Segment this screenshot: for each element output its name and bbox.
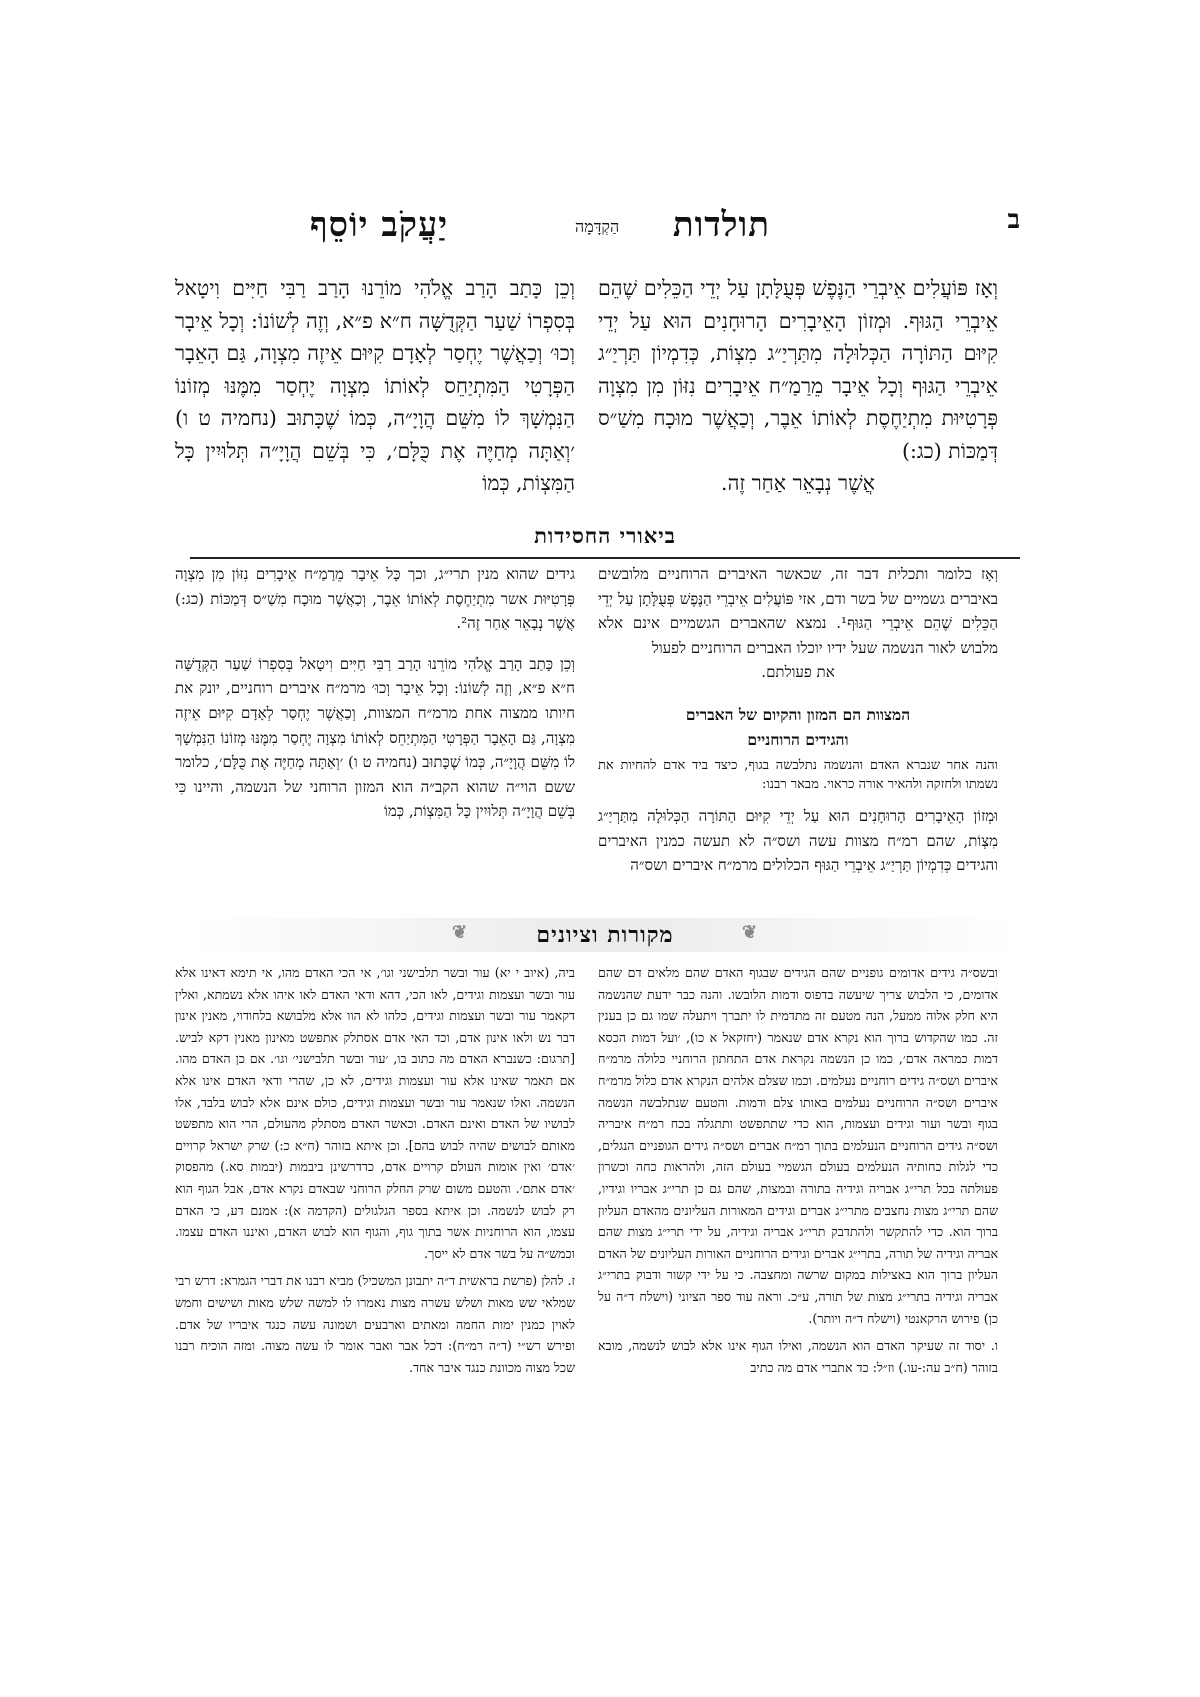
commentary-paragraph: וְכֵן כָּתַב הָרַב אֱלֹהִי מוֹרֵנוּ הָרַב רַבִּי חַיִּים וִיטָאל בְּסִפְרוֹ שַׁעַר הַקְּדֻשָּׁה ח״א פ״א, וְזֶה לְשׁוֹנוֹ: וְכָל אֵיבָר וְכוּ׳ מרמ״ח איברים רוחניים, יונק את חיותו ממצוה אחת מרמ״ח המצוות, וְכַאֲשֶׁר יֶחְסַר לְאָדָם קִיּוּם אֵיזֶה מִצְוָה, גַּם הָאֵבָר הַפְּרָטִי הַמִּתְיַחֵס לְאוֹתוֹ מִצְוָה יֶחְסַר מִמֶּנּוּ מְזוֹנוֹ הַנִּמְשָׁךְ לוֹ מִשֵּׁם הֲוָיָ״ה, כְּמוֹ שֶׁכָּתוּב (נחמיה ט ו) ׳וְאַתָּה מְחַיֶּה אֶת כֻּלָּם׳, כלומר ששם הוי״ה שהוא הקב״ה הוא המזון הרוחני של הנשמה, והיינו כִּי בְּשֵׁם הֲוָיָ״ה תְּלוּיִין כָּל הַמִּצְוֹת, כְּמוֹ [175,654,575,821]
ornament-icon: ❦ [741,922,759,943]
main-paragraph: וְכֵן כָּתַב הָרַב אֱלֹהִי מוֹרֵנוּ הָרַב רַבִּי חַיִּים וִיטָאל בְּסִפְרוֹ שַׁעַר הַקְּדֻשָּׁה ח״א פ״א, וְזֶה לְשׁוֹנוֹ: וְכָל אֵיבָר וְכוּ׳ וְכַאֲשֶׁר יֶחְסַר לְאָדָם קִיּוּם אֵיזֶה מִצְוָה, גַּם הָאֵבָר הַפְּרָטִי הַמִּתְיַחֵס לְאוֹתוֹ מִצְוָה יֶחְסַר מִמֶּנּוּ מְזוֹנוֹ הַנִּמְשָׁךְ לוֹ מִשֵּׁם הֲוָיָ״ה, כְּמוֹ שֶׁכָּתוּב (נחמיה ט ו) ׳וְאַתָּה מְחַיֶּה אֶת כֻּלָּם׳, כִּי בְּשֵׁם הֲוָיָ״ה תְּלוּיִין כָּל הַמִּצְוֹת, כְּמוֹ [175,276,575,495]
running-header [190,205,1020,255]
commentary-left-column [175,562,575,834]
main-paragraph: וְאָז פּוֹעֲלִים אֵיבְרֵי הַנֶּפֶשׁ פְּעֻלָּתָן עַל יְדֵי הַכֵּלִים שֶׁהֵם אֵיבְרֵי הַגּוּף. וּמְזוֹן הָאֵיבָרִים הָרוּחָנִים הוּא עַל יְדֵי קִיּוּם הַתּוֹרָה הַכְּלוּלָה מִתַּרְיַ״ג מִצְוֹת, כְּדִמְיוֹן תַּרְיַ״ג אֵיבְרֵי הַגּוּף וְכָל אֵיבָר מֵרַמַ״ח אֵיבָרִים נִזּוֹן מִן מִצְוָה פְּרָטִיּוּת מִתְיַחֶסֶת לְאוֹתוֹ אֵבֶר, וְכַאֲשֶׁר מוּכָח מִשַׁ״ס דְּמַכּוֹת (כג:) [598,276,998,463]
source-paragraph: ז. להלן (פרשת בראשית ד״ה יתבונן המשכיל) מביא רבנו את דברי הגמרא: דרש רבי שמלאי שש מאות ושלש עשרה מצות נאמרו לו למשה שלש מאות ושישים וחמש לאוין כמנין ימות החמה ומאתים וארבעים ושמונה עשה כנגד איבריו של אדם. ופירש רש״י (ד״ה רמ״ח): דכל אבר ואבר אומר לו עשה מצוה. ומזה הוכיח רבנו שכל מצוה מכוונת כנגד איבר אחד. [175,1273,575,1375]
commentary-title: ביאורי החסידות [534,523,676,548]
commentary-paragraph: גידים שהוא מנין תרי״ג, וכך כָּל אֵיבָר מֵרַמַ״ח אֵיבָרִים נִזּוֹן מִן מִצְוָה פְּרָטִיּוּת אשר מִתְיַחֶסֶת לְאוֹתוֹ אֵבֶר, וְכַאֲשֶׁר מוּכָח מִשַׁ״ס דְּמַכּוֹת (כג:) אֲשֶׁר נְבָאֵר אַחַר זֶה². [175,565,575,633]
section-name: הַקְדָּמָה [575,217,620,236]
sources-left-column [175,962,575,1384]
commentary-subheading: המצוות הם המזון והקיום של האברים [685,704,911,724]
ornament-icon: ❦ [451,922,469,943]
source-paragraph: ובשס״ה גידים אדומים גופניים שהם הגידים שבגוף האדם שהם מלאים דם שהם אדומים, כי הלבוש צריך שיעשה בדפוס ודמות הלובשו. והנה כבר ידעת שהנשמה היא חלק אלוה ממעל, הנה מטעם זה מתדמית לו יתברך ויתעלה שמו גם כן בענין זה. כמו שהקדוש ברוך הוא נקרא אדם שנאמר (יחזקאל א כו), ׳ועל דמות הכסא דמות כמראה אדם׳, כמו כן הנשמה נקראת אדם התחתון הרוחניי כלולה מרמ״ח איברים ושס״ה גידים רוחניים נעלמים. וכמו שצלם אלהים הנקרא אדם כלול מרמ״ח איברים ושס״ה הרוחניים נעלמים באותו צלם ודמות. והטעם שנתלבשה הנשמה בגוף ובשר ועור וגידים ועצמות, הוא כדי שתתפשט ותתגלה בכח רמ״ח איבריה ושס״ה גידים הרוחניים הנעלמים בתוך רמ״ח אברים ושס״ה גידים הגופניים הנגלים, כדי לגלות כחותיה הנעלמים בעולם הגשמיי בעולם הזה, ולהראות כחה וכשרון פעולתה בכל תרי״ג אבריה וגידיה בתורה ובמצות, שהם גם כן תרי״ג אבריו וגידיו, שהם תרי״ג מצות נחצבים מתרי״ג אברים וגידים המאורות העליונים מהאדם העליון ברוך הוא. כדי להתקשר ולהתדבק תרי״ג אבריה וגידיה, על ידי תרי״ג מצות שהם אבריה וגידיה של תורה, בתרי״ג אברים וגידים הרוחניים האורות העליונים של האדם העליון ברוך הוא באצילות במקום שרשה ומחצבה. כי על ידי קשור ודבוק בתרי״ג אבריה וגידיה בתרי״ג מצות של תורה, ע״כ. וראה עוד ספר הציוני (וישלח ד״ה על כן) פירוש הרקאנטי (וישלח ד״ה ויותר). [598,965,998,1326]
sources-title: מקורות וציונים [536,922,674,948]
commentary-intro: והנה אחר שנברא האדם והנשמה נתלבשה בגוף, כיצד ביד אדם להחיות את נשמתו ולחזקה ולהאיר אורה כראוי. מבאר רבנו: [598,758,998,793]
commentary-paragraph: וְאָז כלומר ותכלית דבר זה, שכאשר האיברים הרוחניים מלובשים באיברים גשמיים של בשר ודם, אזי פּוֹעֲלִים אֵיבְרֵי הַנֶּפֶשׁ פְּעֻלָּתָן עַל יְדֵי הַכֵּלִים שֶׁהֵם אֵיבְרֵי הַגּוּף¹. נמצא שהאברים הגשמיים אינם אלא מלבוש לאור הנשמה שעל ידיו יוכלו האברים הרוחניים לפעול [598,565,998,657]
sources-right-column [598,962,998,1384]
page-letter: ב [1007,205,1020,235]
main-text-right-column [598,272,998,500]
commentary-paragraph: וּמְזוֹן הָאֵיבָרִים הָרוּחָנִים הוּא עַל יְדֵי קִיּוּם הַתּוֹרָה הַכְּלוּלָה מִתַּרְיַ״ג מִצְוֹת, שהם רמ״ח מצוות עשה ושס״ה לא תעשה כמנין האיברים והגידים כְּדִמְיוֹן תַּרְיַ״ג אֵיבְרֵי הַגּוּף הכלולים מרמ״ח איברים ושס״ה [598,807,998,875]
book-title: תולדות [672,205,770,245]
commentary-subheading: והגידים הרוחניים [747,729,849,749]
commentary-title-bar [190,523,1020,559]
source-paragraph: ו. יסוד זה שעיקר האדם הוא הנשמה, ואילו הגוף אינו אלא לבוש לנשמה, מובא בזוהר (ח״ב עה:-עו.) וז״ל: כד אתברי אדם מה כתיב [598,1338,998,1375]
author-name: יַעֲקֹב יוֹסֵף [310,205,449,245]
sources-title-bar [190,918,1020,952]
source-paragraph: ביה, (איוב י יא) עור ובשר תלבישני וגו׳, אי הכי האדם מהו, אי תימא דאינו אלא עור ובשר ועצמות וגידים, לאו הכי, דהא ודאי האדם לאו איהו אלא נשמתא, ואלין דקאמר עור ובשר ועצמות וגידים, כלהו לא הוו אלא מלבושא בלחודוי, מאנין אינון דבר נש ולאו אינון אדם, וכד האי אדם אסתלק אתפשט מאינון מאנין דקא לביש. [תרגום: כשנברא האדם מה כתוב בו, ׳עור ובשר תלבישני׳ וגו׳. אם כן האדם מהו. אם תאמר שאינו אלא עור ועצמות וגידים, לא כן, שהרי ודאי האדם אינו אלא הנשמה. ואלו שנאמר עור ובשר ועצמות וגידים, כולם אינם אלא לבוש בלבד, אלו לבושיו של האדם ואינם האדם. וכאשר האדם מסתלק מהעולם, הרי הוא מתפשט מאותם לבושים שהיה לבוש בהם]. וכן איתא בזוהר (ח״א כ:) שרק ישראל קרויים ׳אדם׳ ואין אומות העולם קרויים אדם, כדדרשינן ביבמות (יבמות סא.) מהפסוק ׳אדם אתם׳. והטעם משום שרק החלק הרוחני שבאדם נקרא אדם, אבל הגוף הוא רק לבוש לנשמה. וכן איתא בספר הגלגולים (הקדמה א): אמנם דע, כי האדם עצמו, הוא הרוחניות אשר בתוך גוף, והגוף הוא לבוש האדם, ואיננו האדם עצמו. וכמש״ה על בשר אדם לא ייסך. [175,965,575,1261]
commentary-right-column [598,562,998,888]
main-text-left-column [175,272,575,500]
commentary-paragraph-end: את פעולתם. [761,663,835,682]
main-paragraph-end: אֲשֶׁר נְבָאֵר אַחַר זֶה. [721,471,875,495]
